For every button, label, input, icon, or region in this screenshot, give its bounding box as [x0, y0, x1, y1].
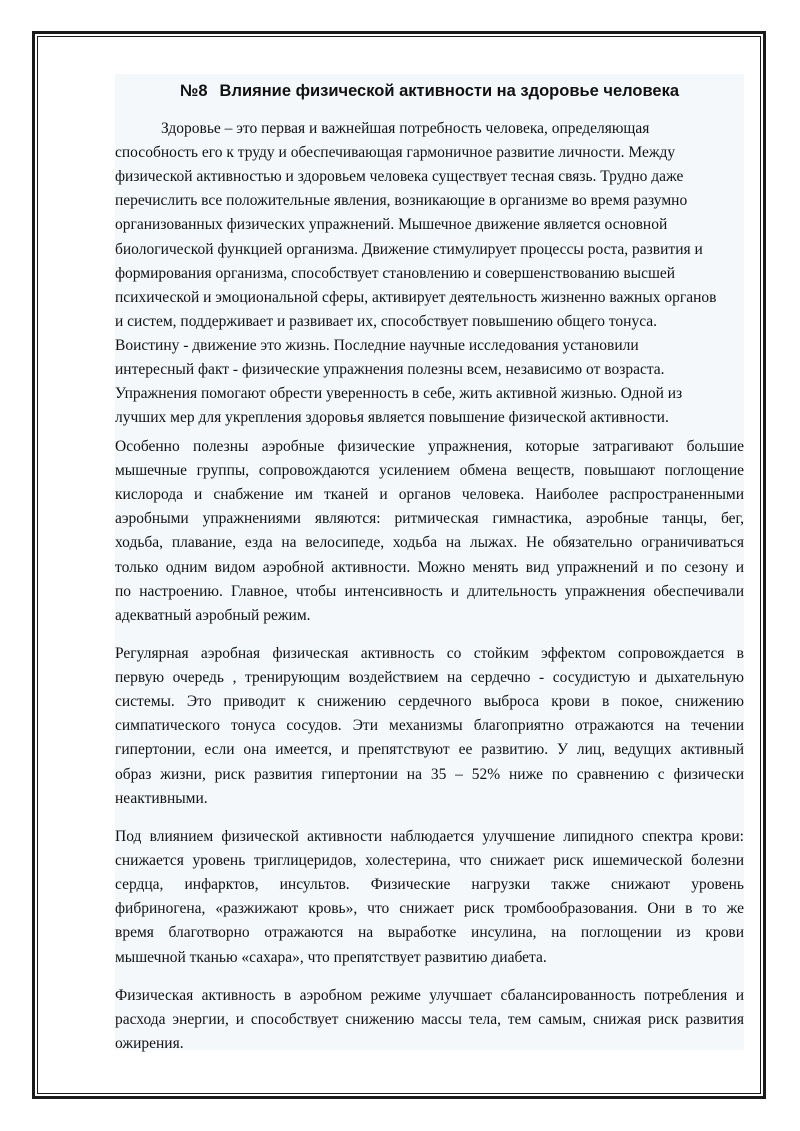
paragraph-line: гипертонии, если она имеется, и препятствуют ее развитию. У лиц, ведущих активный — [115, 741, 744, 759]
paragraph-line: кислорода и снабжение им тканей и органов человека. Наиболее распространенными — [115, 486, 744, 504]
paragraph-line: биологической функцией организма. Движение стимулирует процессы роста, развития и — [115, 240, 703, 258]
paragraph-line: только одним видом аэробной активности. Можно менять вид упражнений и по сезону и — [115, 558, 744, 576]
paragraph-line: по настроению. Главное, чтобы интенсивность и длительность упражнения обеспечивали — [115, 582, 744, 600]
paragraph-line: Упражнения помогают обрести уверенность в себе, жить активной жизнью. Одной из — [115, 385, 683, 403]
paragraph-line: формирования организма, способствует становлению и совершенствованию высшей — [115, 264, 676, 282]
paragraph-line: лучших мер для укрепления здоровья является повышение физической активности. — [115, 409, 669, 427]
paragraph-line: снижается уровень триглицеридов, холестерина, что снижает риск ишемической болезни — [115, 852, 744, 870]
paragraph-line: расхода энергии, и способствует снижению массы тела, тем самым, снижая риск развития — [115, 1011, 744, 1029]
paragraph-line: сердца, инфарктов, инсультов. Физические нагрузки также снижают уровень — [115, 876, 744, 894]
paragraph-line: адекватный аэробный режим. — [115, 606, 311, 624]
paragraph-line: мышечной тканью «сахара», что препятствует развитию диабета. — [115, 948, 547, 966]
paragraph-line: перечислить все положительные явления, возникающие в организме во время разумно — [115, 192, 688, 210]
document-title — [115, 80, 744, 102]
paragraph-line: ожирения. — [115, 1035, 184, 1053]
paragraph-line: аэробными упражнениями являются: ритмическая гимнастика, аэробные танцы, бег, — [115, 510, 744, 528]
paragraph-line: время благотворно отражаются на выработке инсулина, на поглощении из крови — [115, 924, 744, 942]
paragraph-line: образ жизни, риск развития гипертонии на 35 – 52% ниже по сравнению с физически — [115, 765, 744, 783]
paragraph-line: Регулярная аэробная физическая активность со стойким эффектом сопровождается в — [115, 645, 744, 662]
paragraph-line: мышечные группы, сопровождаются усилением обмена веществ, повышают поглощение — [115, 462, 744, 480]
document-body — [115, 74, 744, 1053]
title-text: Влияние физической активности на здоровье человека — [219, 82, 680, 100]
paragraph-line: системы. Это приводит к снижению сердечного выброса крови в покое, снижению — [115, 693, 744, 711]
paragraph-line: фибриногена, «разжижают кровь», что снижает риск тромбообразования. Они в то же — [115, 900, 744, 918]
title-number: №8 — [179, 82, 208, 100]
paragraph-line: Здоровье – это первая и важнейшая потребность человека, определяющая — [161, 120, 650, 137]
paragraph-line: Под влиянием физической активности наблюдается улучшение липидного спектра крови: — [115, 828, 744, 845]
paragraph-line: неактивными. — [115, 789, 208, 807]
paragraph-line: Физическая активность в аэробном режиме улучшает сбалансированность потребления и — [115, 987, 744, 1004]
paragraph-line: интересный факт - физические упражнения полезны всем, независимо от возраста. — [115, 361, 665, 378]
paragraph-line: психической и эмоциональной сферы, активирует деятельность жизненно важных органов — [115, 288, 717, 306]
paragraph-line: организованных физических упражнений. Мышечное движение является основной — [115, 216, 668, 234]
paragraph-line: физической активностью и здоровьем человека существует тесная связь. Трудно даже — [115, 168, 684, 186]
paragraph-line: и систем, поддерживает и развивает их, способствует повышению общего тонуса. — [115, 312, 658, 330]
paragraph-line: ходьба, плавание, езда на велосипеде, ходьба на лыжах. Не обязательно ограничиваться — [115, 534, 744, 552]
paragraph-line: симпатического тонуса сосудов. Эти механизмы благоприятно отражаются на течении — [115, 717, 744, 735]
paragraph-line: первую очередь , тренирующим воздействием на сердечно - сосудистую и дыхательную — [115, 669, 744, 687]
paragraph-line: способность его к труду и обеспечивающая гармоничное развитие личности. Между — [115, 144, 676, 162]
paragraph-line: Особенно полезны аэробные физические упражнения, которые затрагивают большие — [115, 438, 744, 455]
paragraph-line: Воистину - движение это жизнь. Последние научные исследования установили — [115, 336, 639, 354]
